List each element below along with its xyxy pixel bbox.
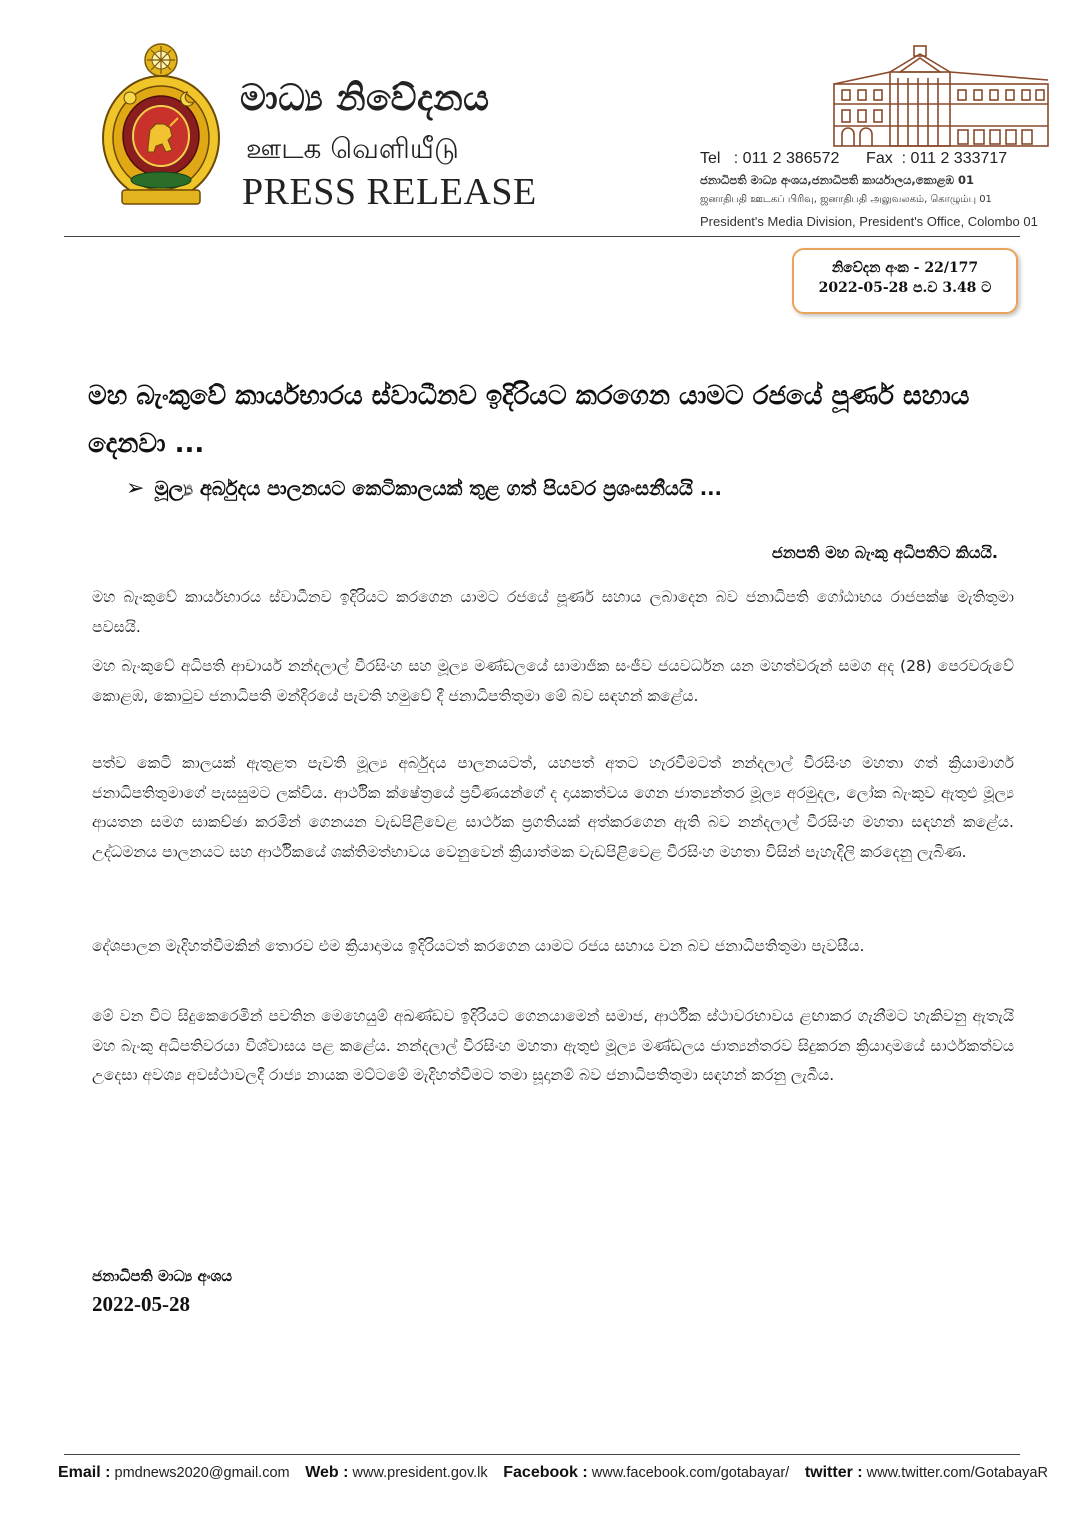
headline: මහ බැංකුවේ කාර්යභාරය ස්වාධීනව ඉදිරියට කරගෙන යාමට රජයේ පූර්ණ සහාය දෙනවා ... (88, 381, 970, 459)
web-link[interactable]: www.president.gov.lk (352, 1465, 488, 1481)
footer-web (305, 1464, 487, 1482)
signature-division: ජනාධිපති මාධ්‍ය අංශය (92, 1267, 233, 1285)
footer-twitter (805, 1464, 1048, 1482)
email-label: Email : (58, 1464, 111, 1481)
body-paragraph: මේ වන විට සිදුකෙරෙමින් පවතින මෙහෙයුම් අඛණ්ඩව ඉදිරියට ගෙනයාමෙන් සමාජ, ආර්ථික ස්ථාවරභාවය ළඟාකර ගැනීමට හැකිවනු ඇතැයි මහ බැංකු අධිපතිවරයා විශ්වාසය පළ කළේය. නන්දලාල් වීරසිංහ මහතා ඇතුළු මූල්‍ය මණ්ඩලය ජාත්‍යන්තරව සිදුකරන ක්‍රියාදාමයේ සාර්ථකත්වය උදෙසා අවශ්‍ය අවස්ථාවලදී රාජ්‍ය නායක මට්ටමේ මැදිහත්වීමට තමා සූදානම් බව ජනාධිපතිතුමා සඳහන් කරනු ලැබීය. (92, 1007, 1014, 1084)
facebook-link[interactable]: www.facebook.com/gotabayar/ (591, 1465, 790, 1481)
footer-divider (64, 1454, 1020, 1455)
twitter-link[interactable]: www.twitter.com/GotabayaR (866, 1465, 1048, 1481)
web-label: Web : (305, 1464, 349, 1481)
body-paragraph: මහ බැංකුවේ කාර්යභාරය ස්වාධීනව ඉදිරියට කරගෙන යාමට රජයේ පූර්ණ සහාය ලබාදෙන බව ජනාධිපති ගෝඨාභය රාජපක්ෂ මැතිතුමා පවසයි. (92, 588, 1014, 636)
press-release-title-sinhala: මාධ්‍ය නිවේදනය (240, 78, 490, 119)
footer-facebook (503, 1464, 789, 1482)
press-release-title-english: PRESS RELEASE (242, 171, 537, 213)
twitter-label: twitter : (804, 1464, 863, 1481)
release-datetime: 2022-05-28 ප.ව 3.48 ට (818, 280, 992, 296)
arrow-bullet-icon: ➢ (126, 476, 145, 501)
footer-contacts (58, 1464, 1048, 1482)
footer-email (58, 1464, 290, 1482)
body-paragraph: දේශපාලන මැදිහත්වීමකින් තොරව එම ක්‍රියාදාමය ඉදිරියටත් කරගෙන යාමට රජය සහාය වන බව ජනාධිපතිතුමා පැවසීය. (92, 937, 865, 955)
press-release-title-tamil: ஊடக வெளியீடு (246, 132, 459, 165)
contact-phone-fax (700, 150, 1007, 168)
telephone-number: Tel : 011 2 386572 (700, 150, 840, 167)
subheadline-text: මූල්‍ය අර්බුදය පාලනයට කෙටිකාලයක් තුළ ගත් පියවර ප්‍රශංසනීයයි ... (154, 477, 722, 500)
subheadline (126, 476, 1006, 501)
signature-date: 2022-05-28 (92, 1292, 190, 1316)
byline: ජනපති මහ බැංකු අධිපතිට කියයි. (771, 543, 998, 562)
release-number: නිවේදන අංක - 22/177 (831, 260, 979, 276)
state-emblem-logo (100, 40, 222, 212)
header-divider (64, 236, 1020, 237)
address-tamil: ஜனாதிபதி ஊடகப் பிரிவு, ஜனாதிபதி அலுவலகம், கொழும்பு 01 (700, 194, 992, 205)
body-paragraph: පත්ව කෙටි කාලයක් ඇතුළත පැවති මූල්‍ය අර්බුදය පාලනයටත්, යහපත් අතට හැරවීමටත් නන්දලාල් වීරසිංහ මහතා ගත් ක්‍රියාමාර්ග ජනාධිපතිතුමාගේ පැසසුමට ලක්විය. ආර්ථික ක්ෂේත්‍රයේ ප්‍රවීණයන්ගේ ද දායකත්වය ගෙන ජාත්‍යන්තර මූල්‍ය අරමුදල, ලෝක බැංකුව ඇතුළු මූල්‍ය ආයතන සමග සාකච්ඡා කරමින් ගෙනයන වැඩපිළිවෙළ සාර්ථක ප්‍රගතියක් අත්කරගෙන ඇති බව නන්දලාල් වීරසිංහ මහතා සඳහන් කළේය. උද්ධමනය පාලනයට සහ ආර්ථිකයේ ශක්තිමත්භාවය වෙනුවෙන් ක්‍රියාත්මක වැඩපිළිවෙළ වීරසිංහ මහතා විසින් පැහැදිලි කරදෙනු ලැබිණ. (92, 754, 1014, 861)
email-link[interactable]: pmdnews2020@gmail.com (114, 1465, 290, 1481)
presidents-house-illustration (830, 44, 1052, 148)
body-paragraph: මහ බැංකුවේ අධිපති ආචාර්ය නන්දලාල් වීරසිංහ සහ මූල්‍ය මණ්ඩලයේ සාමාජික සංජීව ජයවර්ධන යන මහත්වරුන් සමග අද (28) පෙරවරුවේ කොළඹ, කොටුව ජනාධිපති මන්දිරයේ පැවති හමුවේ දී ජනාධිපතිතුමා මේ බව සඳහන් කළේය. (92, 657, 1014, 705)
facebook-label: Facebook : (503, 1464, 588, 1481)
address-sinhala: ජනාධිපති මාධ්‍ය අංශය,ජනාධිපති කාර්යාලය,කොළඹ 01 (700, 173, 975, 187)
release-number-box (792, 248, 1018, 314)
address-english: President's Media Division, President's Office, Colombo 01 (700, 214, 1038, 229)
fax-number: Fax : 011 2 333717 (866, 150, 1008, 167)
